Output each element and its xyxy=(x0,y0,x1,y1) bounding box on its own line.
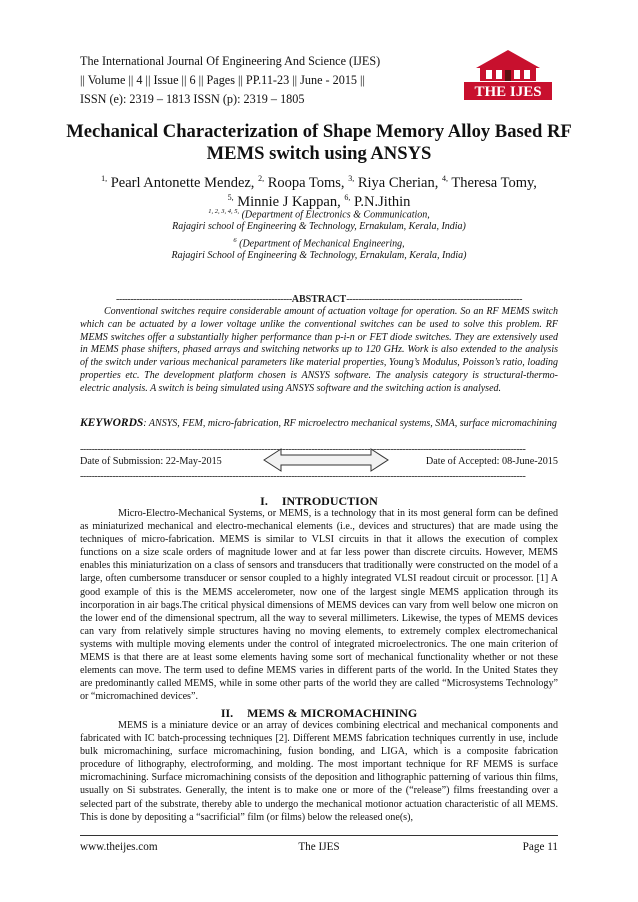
paper-title-line2: MEMS switch using ANSYS xyxy=(206,143,432,164)
author-name: Roopa Toms, xyxy=(267,174,345,191)
affiliation-1-line2: Rajagiri school of Engineering & Technology, Ernakulam, Kerala, India) xyxy=(172,221,466,232)
section-heading-mems-micromachining xyxy=(40,706,598,720)
journal-issn-line: ISSN (e): 2319 – 1813 ISSN (p): 2319 – 1805 xyxy=(80,92,305,106)
affiliation-text: (Department of Electronics & Communication, xyxy=(241,209,430,221)
author-sup: 1, xyxy=(101,174,108,183)
section-title: INTRODUCTION xyxy=(281,494,378,508)
journal-name: The International Journal Of Engineering And Science (IJES) xyxy=(80,54,381,68)
paper-title-line1: Mechanical Characterization of Shape Memory Alloy Based RF xyxy=(66,121,572,142)
logo-text: THE IJES xyxy=(474,84,542,100)
submission-date: Date of Submission: 22-May-2015 xyxy=(80,456,222,467)
dash-rule: ------------------------------------------------------------ xyxy=(346,294,523,305)
footer-rule xyxy=(80,835,558,836)
author-sup: 4, xyxy=(441,174,448,183)
section-number: II. xyxy=(220,706,234,720)
mems-paragraph: MEMS is a miniature device or an array of devices combining electrical and mechanical components and fabricated with IC batch-processing techniques [2]. Different MEMS fabrication techniques currently in use, include bulk micromachining, surface micromachining, fusion bonding, and LIGA, which is a composite fabrication procedure of lithography, electroforming, and molding. The most important technique for RF MEMS is surface micromachining. Surface micromachining consists of the deposition and lithographic patterning of various thin films, usually on Si substrates. Generally, the intent is to make one or more of the (“release”) films freestanding over a selected part of the substrate, thereby able to undergo the mechanical motionor actuation characteristic of all MEMS. This is done by depositing a “sacrificial” film (or films) below the released one(s), xyxy=(80,720,558,823)
accepted-date: Date of Accepted: 08-June-2015 xyxy=(425,456,558,467)
double-arrow-icon xyxy=(263,447,389,473)
author-name: Theresa Tomy, xyxy=(451,174,537,191)
journal-volume-line: || Volume || 4 || Issue || 6 || Pages || PP.11-23 || June - 2015 || xyxy=(80,73,365,87)
journal-logo xyxy=(462,46,554,102)
dash-rule: ------------------------------------------------------------ xyxy=(115,294,292,305)
author-name: Riya Cherian, xyxy=(357,174,439,191)
affiliation-text: (Department of Mechanical Engineering, xyxy=(239,238,405,250)
dash-rule-top: -------------------------------------------------------------------------------------------------------------------------------------------------------- xyxy=(80,444,526,455)
author-sup: 6, xyxy=(344,193,351,202)
affiliation-sup: 6 xyxy=(233,237,237,244)
keywords-list: : ANSYS, FEM, micro-fabrication, RF microelectro mechanical systems, SMA, surface micromachining xyxy=(143,418,557,429)
abstract-text: Conventional switches require considerable amount of actuation voltage for operation. So an RF MEMS switch which can be actuated by a lower voltage unlike the conventional switches can be used to solve this problem. RF MEMS switches offer a substantially higher performance than p-i-n or FET diode switches. They are extensively used in MEMS phase shifters, phased arrays and switching networks up to 120 GHz. Work is also extended to the analysis of the switch under various mechanical parameters like material properties, Young’s Modulus, Poisson’s ratio, loading properties etc. The development platform chosen is ANSYS software. The analysis category is structural-thermo-electric analysis. A switch is being simulated using ANSYS software and the switching action is analysed. xyxy=(80,306,558,394)
author-sup: 5, xyxy=(227,193,234,202)
author-name: Pearl Antonette Mendez, xyxy=(110,174,255,191)
footer-page-number: Page 11 xyxy=(522,841,558,853)
abstract-heading: ABSTRACT xyxy=(291,294,347,305)
author-name: P.N.Jithin xyxy=(353,193,411,210)
author-sup: 3, xyxy=(348,174,355,183)
affiliation-sup: 1, 2, 3, 4, 5, xyxy=(208,208,240,215)
keywords-label: KEYWORDS xyxy=(80,417,144,429)
section-number: I. xyxy=(260,494,268,508)
introduction-paragraph: Micro-Electro-Mechanical Systems, or MEMS, is a technology that in its most general form can be defined as miniaturized mechanical and electro-mechanical elements (i.e., devices and structures) that are made using the techniques of micro-fabrication. MEMS is similar to VLSI circuits in that it allows the execution of complex functions on a size scale orders of magnitude lower and at far less power than discrete circuits. However, MEMS enables this miniaturization on a class of sensors and transducers that traditionally were constructed on the model of a large, often cumbersome transducer or sensor coupled to a highly integrated VLSI readout circuit or processor. [1] A good example of this is the MEMS accelerometer, now one of the largest single MEMS application through its incorporation in air bags.The critical physical dimensions of MEMS devices can vary from well below one micron on the lower end of the dimensional spectrum, all the way to several millimeters. Likewise, the types of MEMS devices can vary from relatively simple structures having no moving elements, to extremely complex electromechanical systems with multiple moving elements under the control of integrated microelectronics. The one main criterion of MEMS is that there are at least some elements having some sort of mechanical functionality whether or not these elements can move. The term used to define MEMS varies in different parts of the world. In the United States they are predominantly called MEMS, while in some other parts of the world they are called “Microsystems Technology” or “micromachined devices”. xyxy=(80,508,558,703)
author-name: Minnie J Kappan, xyxy=(237,193,341,210)
affiliation-2-line2: Rajagiri School of Engineering & Technology, Ernakulam, Kerala, India) xyxy=(171,250,467,261)
footer-journal: The IJES xyxy=(298,841,340,853)
section-heading-introduction xyxy=(40,494,598,508)
abstract-heading-row xyxy=(80,294,558,306)
footer-website: www.theijes.com xyxy=(80,841,158,853)
keywords xyxy=(80,417,558,431)
section-title: MEMS & MICROMACHINING xyxy=(247,706,418,720)
author-sup: 2, xyxy=(258,174,265,183)
dash-rule-bottom: -------------------------------------------------------------------------------------------------------------------------------------------------------- xyxy=(80,471,526,482)
